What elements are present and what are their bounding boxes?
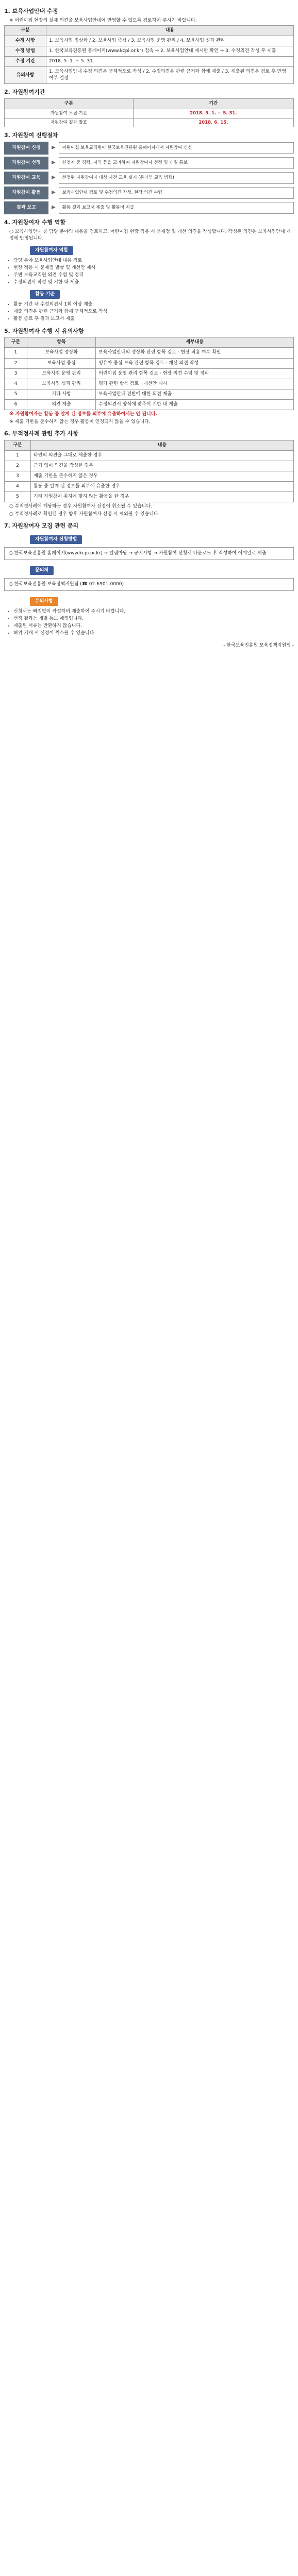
section-title-1: 1. 보육사업안내 수정: [4, 8, 58, 14]
flow-step: [4, 142, 294, 155]
section-title-2: 2. 자원참여기간: [4, 89, 45, 96]
row-item: 보육사업 중심: [27, 358, 95, 368]
table-row: [5, 399, 294, 410]
flow-node: 자원참여 활동: [4, 187, 48, 199]
caution-note: ※ 자원참여자는 활동 중 알게 된 정보를 외부에 유출하여서는 안 됩니다.: [9, 411, 157, 417]
row-label: 유의사항: [5, 67, 46, 84]
table-row: [5, 57, 294, 67]
table-row: [5, 481, 294, 492]
table-row: [5, 368, 294, 379]
row-detail: 타인의 의견을 그대로 제출한 경우: [31, 450, 294, 461]
list-item: • 선정 결과는 개별 통보 예정입니다.: [13, 616, 294, 622]
list-item: • 활동 종료 후 결과 보고서 제출: [13, 316, 294, 323]
flow-node: 자원참여 선정: [4, 157, 48, 170]
row-content: 1. 한국보육진흥원 홈페이지(www.kcpi.or.kr) 접속 → 2. 보육사업안내 게시판 확인 → 3. 수정의견 작성 후 제출: [46, 46, 294, 57]
standard-badge: 활동 기준: [30, 290, 60, 299]
process-flow: [4, 142, 294, 214]
row-content: 1. 보육사업 정상화 / 2. 보육사업 중심 / 3. 보육사업 운영 관리 / 4. 보육사업 성과 관리: [46, 36, 294, 46]
list-item: • 제출된 서류는 반환하지 않습니다.: [13, 623, 294, 630]
row-no: 6: [5, 399, 27, 410]
standard-list: [13, 301, 294, 323]
list-item: • 담당 분야 보육사업안내 내용 검토: [13, 258, 294, 264]
table-header: 구분: [5, 99, 134, 109]
row-item: 기타 사항: [27, 389, 95, 399]
apply-badge: 자원참여자 신청방법: [30, 535, 82, 544]
period-label: 자원참여 모집 기간: [5, 109, 134, 118]
table-row: [5, 348, 294, 358]
row-item: 의견 제출: [27, 399, 95, 410]
table-row: [5, 492, 294, 502]
flow-step: [4, 201, 294, 214]
flow-desc: 보육사업안내 검토 및 수정의견 작성, 현장 의견 수렴: [59, 187, 294, 198]
flow-step: [4, 157, 294, 170]
row-no: 1: [5, 348, 27, 358]
flow-node: 자원참여 교육: [4, 172, 48, 184]
row-label: 수정 기간: [5, 57, 46, 67]
row-no: 5: [5, 389, 27, 399]
row-no: 4: [5, 379, 27, 389]
caution-table: [4, 337, 294, 410]
row-detail: 기타 자원참여 취지에 맞지 않는 활동을 한 경우: [31, 492, 294, 502]
flow-step: [4, 172, 294, 184]
row-detail: 평가 관련 항목 검토 · 개선안 제시: [96, 379, 294, 389]
contact-badge: 문의처: [30, 566, 54, 575]
contact-text: ○ 한국보육진흥원 보육정책지원팀 (☎ 02-6901-0000): [9, 582, 124, 587]
role-list: [13, 258, 294, 286]
arrow-right-icon: ▶: [52, 205, 56, 211]
row-detail: 제출 기한을 준수하지 않은 경우: [31, 471, 294, 481]
row-no: 3: [5, 368, 27, 379]
table-row: [5, 379, 294, 389]
section-4-text: ○ 보육사업안내 중 담당 분야의 내용을 검토하고, 어린이집 현장 적용 시 문제점 및 개선 의견을 작성합니다. 작성된 의견은 보육사업안내 개정에 반영됩니다.: [9, 229, 291, 242]
list-item: • 제출 의견은 관련 근거와 함께 구체적으로 작성: [13, 309, 294, 315]
table-row: [5, 36, 294, 46]
table-row: [5, 67, 294, 84]
table-header: 기간: [133, 99, 293, 109]
table-header: 구분: [5, 25, 46, 36]
contact-box: [4, 578, 294, 591]
table-header: 세부내용: [96, 337, 294, 348]
caution-note: ※ 제출 기한을 준수하지 않는 경우 활동이 인정되지 않을 수 있습니다.: [9, 419, 151, 425]
row-no: 1: [5, 450, 31, 461]
row-detail: 활동 중 알게 된 정보를 외부에 유출한 경우: [31, 481, 294, 492]
row-content: 1. 보육사업안내 수정 의견은 구체적으로 작성 / 2. 수정의견은 관련 근거와 함께 제출 / 3. 제출된 의견은 검토 후 반영 여부 결정: [46, 67, 294, 84]
list-item: • 수정의견서 작성 및 기한 내 제출: [13, 279, 294, 286]
row-detail: 어린이집 운영 관리 항목 검토 · 현장 의견 수렴 및 정리: [96, 368, 294, 379]
table-row: [5, 109, 294, 118]
table-row: [5, 358, 294, 368]
notice-list: [13, 608, 294, 637]
section-title-6: 6. 부적정사례 관련 추가 사항: [4, 430, 79, 437]
period-value: 2018. 6. 15.: [133, 118, 293, 127]
row-detail: 보육사업안내 전반에 대한 의견 제출: [96, 389, 294, 399]
table-row: [5, 450, 294, 461]
flow-desc: 활동 결과 보고서 제출 및 활동비 지급: [59, 202, 294, 213]
table-header: 항목: [27, 337, 95, 348]
table-row: [5, 46, 294, 57]
row-label: 수정 사항: [5, 36, 46, 46]
section-title-4: 4. 자원참여자 수행 역할: [4, 219, 65, 226]
list-item: • 허위 기재 시 선정이 취소될 수 있습니다.: [13, 630, 294, 637]
row-item: 보육사업 성과 관리: [27, 379, 95, 389]
arrow-right-icon: ▶: [52, 190, 56, 196]
row-item: 보육사업 정상화: [27, 348, 95, 358]
flow-step: [4, 187, 294, 199]
table-row: [5, 471, 294, 481]
arrow-right-icon: ▶: [52, 160, 56, 166]
row-no: 3: [5, 471, 31, 481]
table-header: 구분: [5, 440, 31, 450]
role-badge: 자원참여자 역할: [30, 246, 73, 255]
flow-node: 자원참여 신청: [4, 142, 48, 155]
edit-guide-table: [4, 25, 294, 84]
period-value: 2018. 5. 1. ~ 5. 31.: [133, 109, 293, 118]
table-header: 구분: [5, 337, 27, 348]
list-item: • 현장 적용 시 문제점 발굴 및 개선안 제시: [13, 265, 294, 272]
flow-desc: 어린이집 보육교직원이 한국보육진흥원 홈페이지에서 자원참여 신청: [59, 142, 294, 154]
period-label: 자원참여 결과 발표: [5, 118, 134, 127]
section-1-intro: ※ 어린이집 현장의 실제 의견을 보육사업안내에 반영할 수 있도록 검토하여 주시기 바랍니다.: [9, 18, 197, 23]
apply-text: ○ 한국보육진흥원 홈페이지(www.kcpi.or.kr) → 알림마당 → 공지사항 → 자원참여 신청서 다운로드 후 작성하여 이메일로 제출: [9, 551, 267, 556]
row-label: 수정 방법: [5, 46, 46, 57]
arrow-right-icon: ▶: [52, 175, 56, 181]
flow-desc: 신청자 중 경력, 지역 등을 고려하여 자원참여자 선정 및 개별 통보: [59, 157, 294, 168]
arrow-right-icon: ▶: [52, 145, 56, 151]
row-detail: 보육사업안내의 정상화 관련 항목 검토 · 현장 적용 여부 확인: [96, 348, 294, 358]
section-title-5: 5. 자원참여자 수행 시 유의사항: [4, 327, 84, 334]
apply-box: [4, 547, 294, 560]
improper-case-table: [4, 440, 294, 502]
table-row: [5, 461, 294, 471]
row-item: 보육사업 운영 관리: [27, 368, 95, 379]
row-no: 4: [5, 481, 31, 492]
list-item: • 신청서는 빠짐없이 작성하여 제출하여 주시기 바랍니다.: [13, 608, 294, 615]
table-row: [5, 389, 294, 399]
footer: - 한국보육진흥원 보육정책지원팀 -: [223, 642, 294, 648]
period-table: [4, 98, 294, 127]
table-header: 내용: [46, 25, 294, 36]
section-title-7: 7. 자원참여자 모집 관련 문의: [4, 522, 79, 530]
row-no: 5: [5, 492, 31, 502]
table-row: [5, 118, 294, 127]
notice-badge: 유의사항: [30, 597, 58, 606]
section-title-3: 3. 자원참여 진행절차: [4, 131, 58, 139]
row-no: 2: [5, 461, 31, 471]
improper-note: ○ 부적정사례에 해당하는 경우 자원참여자 선정이 취소될 수 있습니다.: [9, 504, 153, 510]
improper-note: ○ 부적정사례로 확인된 경우 향후 자원참여자 선정 시 제외될 수 있습니다.: [9, 512, 160, 517]
page: [0, 0, 298, 654]
row-detail: 근거 없이 의견을 작성한 경우: [31, 461, 294, 471]
row-no: 2: [5, 358, 27, 368]
row-content: 2018. 5. 1. ~ 5. 31.: [46, 57, 294, 67]
table-header: 내용: [31, 440, 294, 450]
list-item: • 활동 기간 내 수정의견서 1회 이상 제출: [13, 301, 294, 308]
flow-desc: 선정된 자원참여자 대상 사전 교육 실시 (온라인 교육 병행): [59, 172, 294, 183]
row-detail: 영유아 중심 보육 관련 항목 검토 · 개선 의견 작성: [96, 358, 294, 368]
flow-node: 결과 보고: [4, 201, 48, 214]
list-item: • 주변 보육교직원 의견 수렴 및 정리: [13, 272, 294, 279]
row-detail: 수정의견서 양식에 맞추어 기한 내 제출: [96, 399, 294, 410]
